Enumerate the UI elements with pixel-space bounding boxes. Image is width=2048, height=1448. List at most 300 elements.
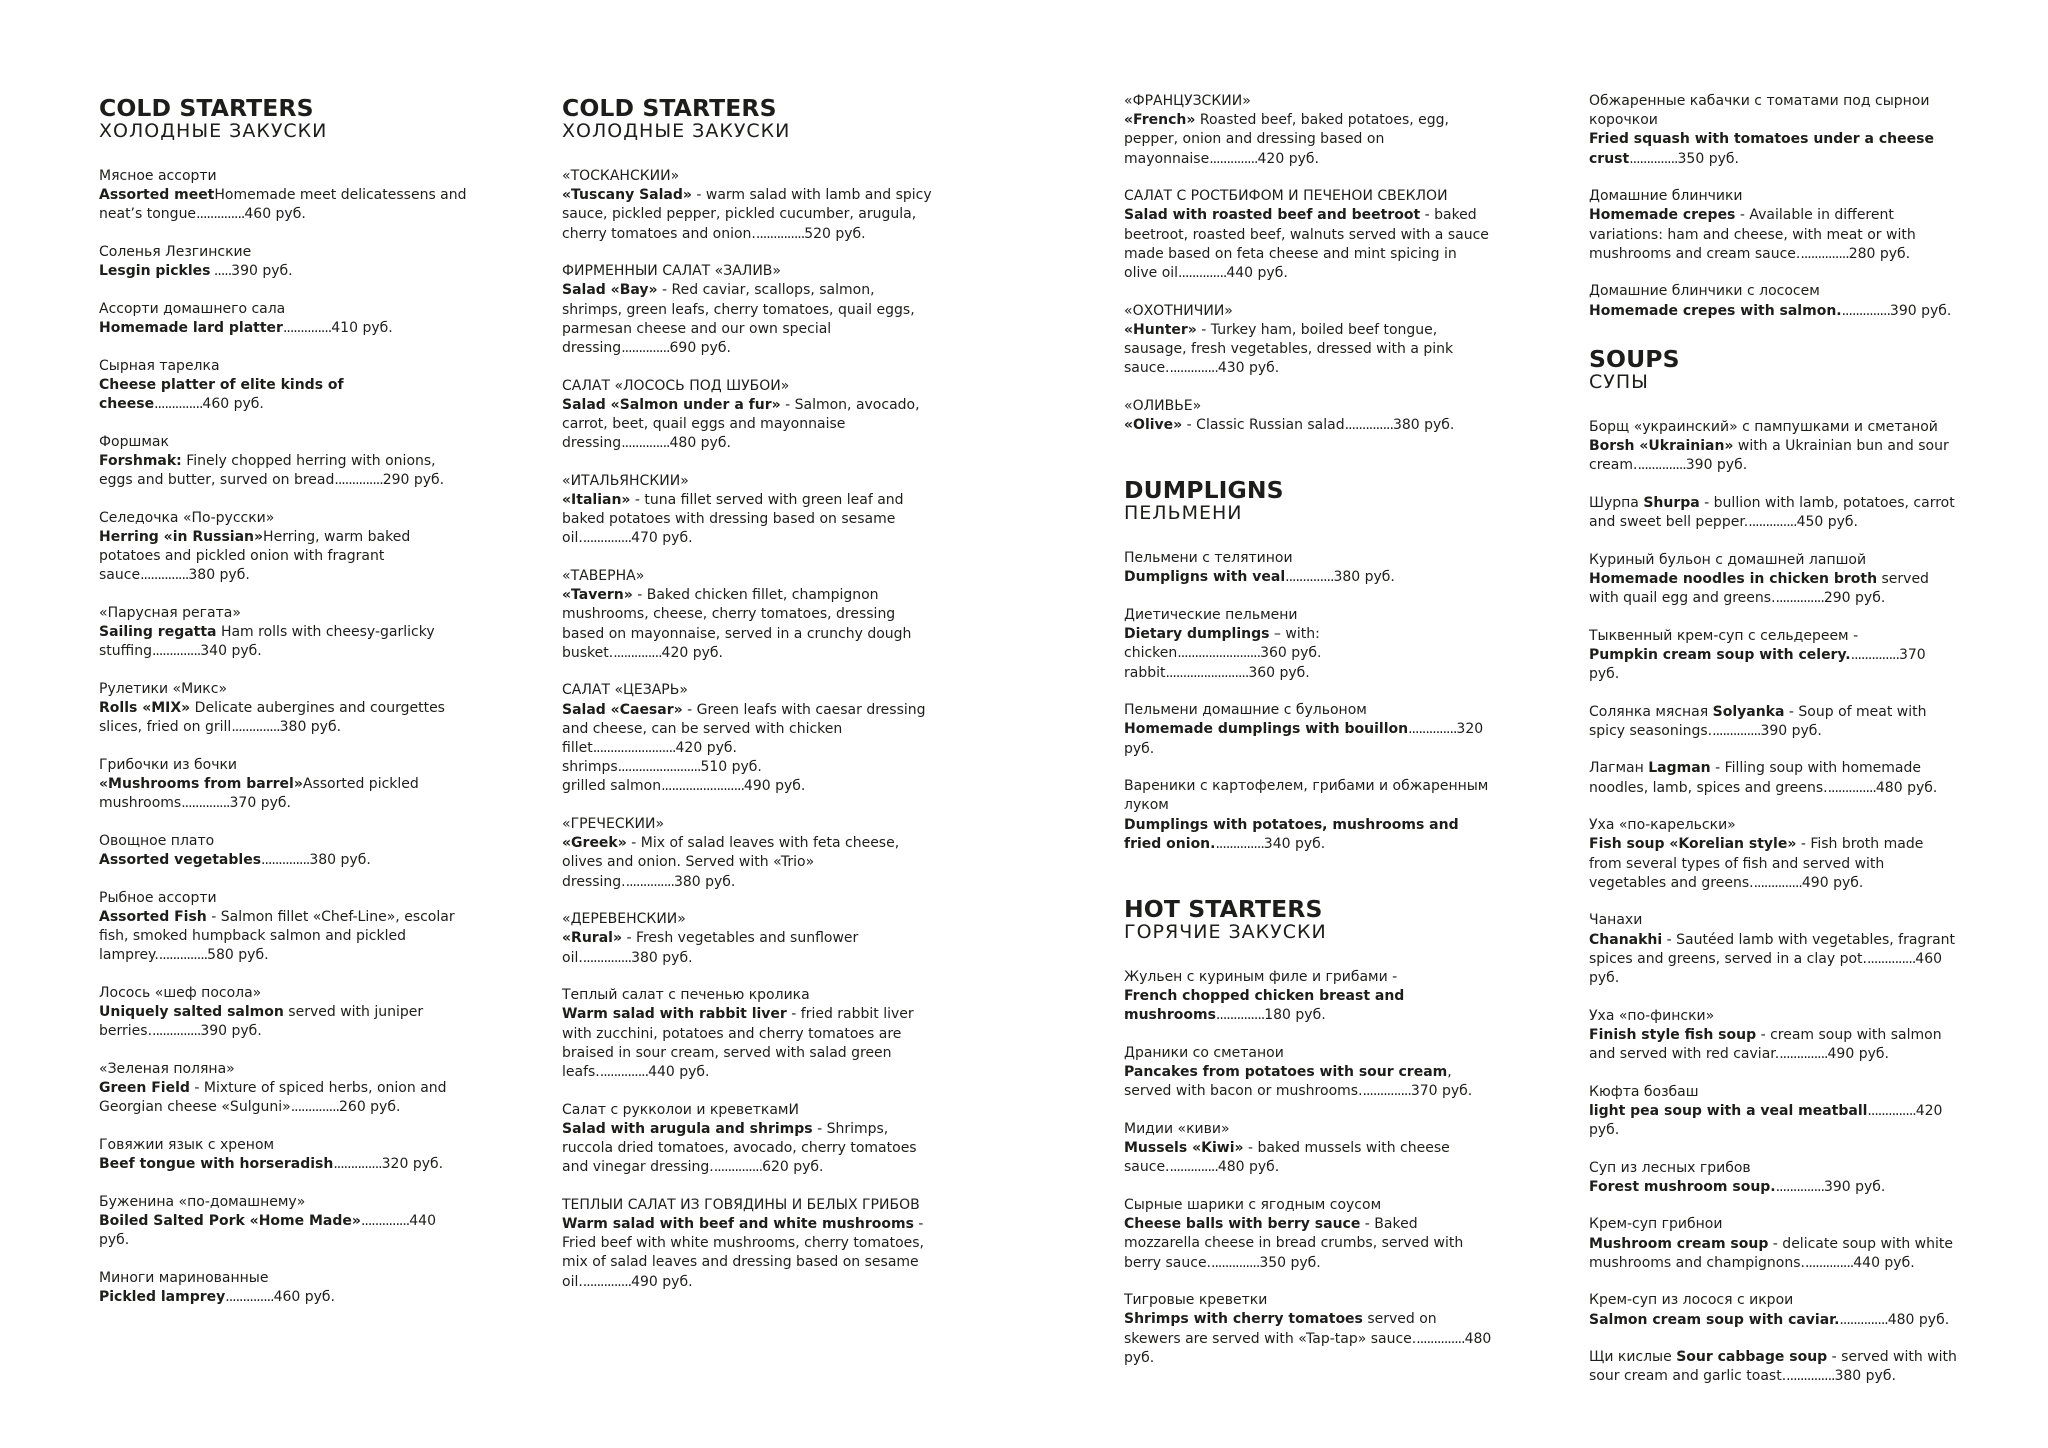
dot-leader: .............. [1839,1311,1888,1328]
menu-item [562,567,932,663]
item-description: - Fresh vegetables and sunflower oil. [562,930,859,966]
item-description: - warm salad with lamb and spicy sauce, pickled pepper, pickled cucumber, arugula, cherry tomatoes and onion. [562,187,932,242]
price-option-row [562,739,932,758]
item-price: 350 руб. [1259,1254,1321,1271]
dot-leader: .............. [613,644,662,661]
item-description: - delicate soup with white mushrooms and champignons. [1589,1235,1953,1271]
item-price: 380 руб. [1333,569,1395,586]
section-title-ru: ХОЛОДНЫЕ ЗАКУСКИ [562,120,791,142]
section-heading [1589,344,1959,393]
item-name-ru: Суп из лесных грибов [1589,1159,1751,1176]
menu-item [1124,1120,1494,1178]
item-price: 380 руб. [673,873,736,890]
item-price: 480 руб. [669,435,731,452]
item-name-en: Assorted Fish [99,908,207,925]
dot-leader: .............. [582,530,632,547]
item-name-ru: Мидии «киви» [1124,1121,1230,1138]
item-name-en: Warm salad with beef and white mushrooms [562,1216,914,1233]
menu-item [99,167,469,225]
menu-item [1589,1007,1959,1065]
dot-leader: .............. [1215,1007,1265,1024]
item-name-ru: Крем-суп грибнои [1589,1216,1723,1233]
dot-leader: ..... [210,263,232,280]
item-description: - Green leafs with caesar dressing and cheese, can be served with chicken [562,701,926,737]
item-name-en: Herring «in Russian» [99,528,264,545]
dot-leader: .............. [334,472,383,488]
item-name-en: «Tuscany Salad» [562,187,692,204]
item-name-en: Warm salad with rabbit liver [562,1006,787,1023]
item-name-en: Pickled lamprey [99,1288,226,1305]
section-title-ru: ПЕЛЬМЕНИ [1124,502,1243,525]
section-title-en: DUMPLIGNS [1124,476,1284,505]
dot-leader: .............. [154,396,203,412]
item-name-ru: Шурпа [1589,494,1644,511]
menu-item [1124,92,1494,169]
item-name-en: Cheese platter of elite kinds of cheese [99,376,344,412]
item-price: 390 руб. [231,263,293,280]
dot-leader: .............. [196,206,245,223]
item-name-ru: Кюфта бозбаш [1589,1083,1699,1100]
dot-leader: .............. [231,719,280,736]
item-description: Roasted beef, baked potatoes, egg, pepper, onion and dressing based on mayonnaise [1124,112,1450,167]
item-name-ru: Ассорти домашнего сала [99,300,286,317]
item-description: Homemade meet delicatessens and neat’s tongue [99,187,467,223]
menu-item [1589,1291,1959,1329]
item-description: - Fish broth made from several types of fish and served with vegetables and greens. [1589,836,1924,891]
item-name-en: Assorted vegetables [99,852,262,868]
item-price: 390 руб. [1889,302,1952,319]
item-price: 380 руб. [188,567,250,584]
price-option-row [1124,644,1494,663]
item-description: Finely chopped herring with onions, eggs and butter, surved on bread [99,452,436,488]
item-name-ru: Мясное ассорти [99,168,217,184]
item-description: - served with with sour cream and garlic toast. [1589,1349,1957,1385]
item-name-en: light pea soup with a veal meatball [1589,1102,1868,1119]
item-price: 520 руб. [804,225,866,242]
price-option-label: fillet [562,740,593,757]
menu-column-4 [1589,92,1959,1405]
dot-leader: .............. [1753,874,1802,891]
menu-section [562,96,932,1292]
item-price: 460 руб. [1589,950,1943,987]
item-name-en: Salad «Caesar» [562,701,683,718]
menu-item [99,509,469,586]
item-name-ru: Буженина «по-домашнему» [99,1193,306,1210]
menu-item [1124,1044,1494,1102]
menu-section [1124,478,1494,854]
dot-leader: .............. [282,320,332,336]
menu-item [1589,494,1959,532]
item-description: served with juniper berries. [99,1004,424,1040]
item-name-ru: Овощное плато [99,832,215,849]
item-description: - Salmon fillet «Chef-Line», escolar fish, smoked humpback salmon and pickled lamprey. [99,908,455,964]
menu-item [1124,187,1494,283]
item-price: 460 руб. [273,1288,335,1305]
menu-item [99,1060,469,1118]
item-name-ru: «ТАВЕРНА» [562,568,645,585]
item-description: - Turkey ham, boiled beef tongue, sausage, fresh vegetables, dressed with a pink sauce. [1124,321,1454,377]
menu-item [562,986,932,1082]
item-name-ru: Лагман [1589,760,1649,777]
dot-leader: .............. [713,1159,763,1176]
item-name-en: «Greek» [562,835,627,852]
dot-leader: .............. [1169,360,1218,377]
menu-item [1124,606,1494,683]
dot-leader: .............. [599,1064,649,1081]
dot-leader: .............. [1178,265,1227,282]
item-description: - Mix of salad leaves with feta cheese, olives and onion. Served with «Trio» dressing. [562,835,900,890]
item-price: 280 руб. [1848,245,1911,262]
dot-leader: .............. [360,1212,410,1229]
item-name-en: French chopped chicken breast and mushrooms [1124,988,1405,1024]
item-name-ru: Борщ «украинский» с пампушками и сметаной [1589,418,1938,435]
item-price: 480 руб. [1875,779,1938,796]
price-option-label: grilled salmon [562,778,662,795]
dot-leader: .............. [1344,417,1393,434]
dot-leader: .............. [1215,835,1264,852]
dot-leader: .............. [1285,569,1334,586]
item-name-ru: Чанахи [1589,912,1643,929]
item-name-ru: Уха «по-фински» [1589,1007,1715,1024]
item-name-en: Forshmak: [99,452,182,469]
item-name-en: Shurpa [1643,494,1700,511]
dot-leader: .............. [582,949,632,966]
menu-item [1589,92,1959,169]
item-price: 320 руб. [1124,721,1484,757]
item-name-en: Homemade noodles in chicken broth [1589,570,1878,587]
item-name-en: Uniquely salted salmon [99,1004,284,1020]
item-name-en: Fish soup «Korelian style» [1589,836,1797,853]
item-name-en: Salad «Salmon under a fur» [562,396,781,413]
dot-leader: .............. [140,567,189,584]
dot-leader: .............. [1804,1254,1854,1271]
dot-leader: ........................ [1177,645,1261,662]
item-price: 320 руб. [381,1156,444,1172]
item-name-en: «Tavern» [562,587,633,604]
menu-item [1589,418,1959,476]
item-name-en: Boiled Salted Pork «Home Made» [99,1212,361,1229]
dot-leader: .............. [1867,1102,1916,1119]
section-heading [99,96,469,141]
menu-item [1589,1215,1959,1273]
item-description: Ham rolls with cheesy-garlicky stuffing [99,624,435,660]
item-description: served with quail egg and greens. [1589,570,1929,607]
dot-leader: .............. [1775,590,1824,607]
item-name-en: Salad with roasted beef and beetroot [1124,207,1421,224]
dot-leader: .............. [1775,1178,1824,1195]
item-name-ru: Пельмени домашние с бульоном [1124,702,1367,719]
item-price: 380 руб. [279,719,342,736]
dot-leader: ........................ [661,778,744,795]
menu-item [1589,282,1959,320]
item-price: 370 руб. [229,795,291,812]
item-price: 490 руб. [743,778,806,795]
section-heading [562,96,932,141]
item-name-ru: «Зеленая поляна» [99,1060,235,1077]
item-name-en: «Italian» [562,492,631,509]
item-name-ru: Уха «по-карельски» [1589,817,1736,834]
item-name-en: Cheese balls with berry sauce [1124,1216,1361,1233]
dot-leader: .............. [1211,1254,1260,1271]
item-name-en: Shrimps with cherry tomatoes [1124,1311,1363,1328]
menu-item [1124,1291,1494,1368]
item-price: 380 руб. [309,852,371,868]
item-name-en: «Hunter» [1124,321,1197,338]
dot-leader: .............. [1408,721,1457,738]
price-option-label: shrimps [562,759,618,776]
menu-item [99,357,469,415]
menu-item [562,262,932,358]
item-description: - Mixture of spiced herbs, onion and Georgian cheese «Sulguni» [99,1080,447,1116]
menu-item [562,1196,932,1292]
price-option-row [562,758,932,777]
menu-item [1124,1196,1494,1273]
item-name-ru: Домашние блинчики с лососем [1589,283,1820,300]
item-name-ru: Салат с рукколои и креветкамИ [562,1101,799,1118]
menu-item [1589,816,1959,893]
item-description: - Soup of meat with spicy seasonings. [1589,703,1927,739]
menu-item [99,433,469,491]
item-price: 440 руб. [1226,265,1288,282]
item-price: 420 руб. [1589,1102,1943,1139]
menu-item [99,832,469,870]
section-heading [1124,897,1494,942]
item-description: – with: [1269,626,1320,643]
item-name-ru: ТЕПЛЫИ САЛАТ ИЗ ГОВЯДИНЫ И БЕЛЫХ ГРИБОВ [562,1196,920,1213]
dot-leader: .............. [1712,722,1761,739]
dot-leader: ........................ [1165,664,1249,681]
item-name-ru: Обжаренные кабачки с томатами под сырнои корочкои [1589,93,1930,129]
dot-leader: .............. [1748,514,1797,531]
item-name-ru: Домашние блинчики [1589,188,1743,205]
dot-leader: .............. [333,1156,382,1172]
item-name-en: Green Field [99,1080,190,1096]
item-price: 430 руб. [1217,360,1280,377]
item-name-en: Homemade crepes [1589,207,1736,224]
menu-item [1589,187,1959,264]
menu-column-1 [99,96,469,1325]
dot-leader: .............. [181,795,230,812]
item-price: 390 руб. [200,1023,262,1040]
dot-leader: .............. [1637,457,1686,474]
item-name-en: «Rural» [562,930,622,947]
item-description: - baked beetroot, roasted beef, walnuts served with a sauce made based on feta cheese and mint spicing in olive oil [1124,207,1489,282]
item-description: Assorted pickled mushrooms [99,776,419,812]
item-price: 460 руб. [244,206,306,223]
item-name-ru: Куриный бульон с домашней лапшой [1589,551,1867,568]
item-description: - cream soup with salmon and served with red caviar. [1589,1026,1942,1063]
item-name-en: Dietary dumplings [1124,626,1270,643]
menu-item [99,1269,469,1307]
item-price: 580 руб. [207,947,269,964]
item-price: 440 руб. [1853,1254,1915,1271]
item-description: - Sautéed lamb with vegetables, fragrant spices and greens, served in a clay pot. [1589,931,1956,967]
item-price: 480 руб. [1124,1330,1492,1366]
item-name-en: «Olive» [1124,417,1183,434]
item-name-en: Finish style fish soup [1589,1026,1757,1043]
section-title-en: HOT STARTERS [1124,895,1323,924]
item-price: 510 руб. [700,759,762,776]
item-name-ru: Рулетики «Микс» [99,680,228,697]
item-price: 380 руб. [1834,1368,1896,1385]
item-name-ru: Крем-суп из лосося с икрои [1589,1292,1794,1309]
menu-section [1124,92,1494,435]
item-name-en: «Mushrooms from barrel» [99,776,303,792]
item-name-ru: САЛАТ «ЛОСОСЬ ПОД ШУБОИ» [562,377,790,394]
item-name-en: Homemade lard platter [99,320,283,336]
menu-item [1124,701,1494,759]
item-name-en: «French» [1124,112,1196,129]
item-name-ru: Жульен с куриным филе и грибами - [1124,969,1398,986]
item-price: 370 руб. [1410,1083,1473,1100]
dot-leader: .............. [621,435,670,452]
item-name-en: Forest mushroom soup. [1589,1178,1776,1195]
dot-leader: .............. [1800,245,1849,262]
item-price: 290 руб. [382,472,445,488]
menu-item [1124,302,1494,379]
item-name-ru: Форшмак [99,433,169,450]
item-description: - Baked mozzarella cheese in bread crumbs, served with berry sauce. [1124,1216,1464,1271]
item-description: - Red caviar, scallops, salmon, shrimps, green leafs, cherry tomatoes, quail eggs, parmesan cheese and our own special dressing [562,282,915,357]
menu-item [562,167,932,244]
item-name-ru: ФИРМЕННЫИ САЛАТ «ЗАЛИВ» [562,263,781,280]
menu-item [99,984,469,1042]
item-price: 260 руб. [339,1099,401,1116]
menu-item [1589,1083,1959,1141]
section-title-ru: СУПЫ [1589,370,1649,393]
dot-leader: .............. [625,873,674,890]
item-description: - Baked chicken fillet, champignon mushrooms, cheese, cherry tomatoes, dressing based on mayonnaise, served in a crunchy dough busket. [562,587,912,661]
menu-column-2 [562,96,932,1310]
price-option-row [1124,664,1494,683]
item-name-en: Rolls «MIX» [99,700,191,716]
section-title-en: COLD STARTERS [99,94,314,122]
section-title-en: COLD STARTERS [562,94,777,122]
item-name-en: Fried squash with tomatoes under a cheese crust [1589,131,1934,167]
item-price: 340 руб. [200,643,262,660]
menu-section [1589,344,1959,1387]
item-description: - fried rabbit liver with zucchini, potatoes and cherry tomatoes are braised in sour cream, served with salad green leafs. [562,1006,914,1081]
item-name-ru: «Парусная регата» [99,604,241,621]
item-name-en: Beef tongue with horseradish [99,1156,334,1172]
item-name-ru: «ТОСКАНСКИИ» [562,168,680,184]
item-name-en: Mushroom cream soup [1589,1235,1769,1252]
menu-item [562,681,932,796]
item-name-ru: Сырные шарики с ягодным соусом [1124,1197,1382,1214]
item-name-en: Homemade dumplings with bouillon [1124,721,1409,738]
dot-leader: .............. [621,340,670,357]
dot-leader: .............. [1786,1368,1835,1385]
dot-leader: .............. [158,947,208,964]
item-price: 360 руб. [1260,645,1322,662]
item-name-ru: Солянка мясная [1589,703,1713,720]
menu-item [562,815,932,892]
menu-item [1124,397,1494,435]
price-option-label: chicken [1124,645,1178,662]
menu-item [562,472,932,549]
item-name-ru: «ДЕРЕВЕНСКИИ» [562,911,686,928]
dot-leader: .............. [1850,646,1899,663]
item-name-ru: Говяжии язык с хреном [99,1136,275,1153]
item-name-ru: Тигровые креветки [1124,1292,1268,1309]
item-price: 380 руб. [1392,417,1455,434]
dot-leader: .............. [1866,950,1916,967]
item-name-ru: «ИТАЛЬЯНСКИИ» [562,472,689,489]
item-name-ru: Диетические пельмени [1124,607,1298,624]
item-price: 340 руб. [1263,835,1326,852]
dot-leader: ........................ [617,759,701,776]
menu-item [1589,911,1959,988]
item-price: 690 руб. [669,340,731,357]
section-title-en: SOUPS [1589,344,1680,373]
item-price: 420 руб. [675,740,737,757]
item-name-ru: «ОЛИВЬЕ» [1124,397,1202,414]
item-name-en: Lesgin pickles [99,263,211,280]
dot-leader: .............. [152,1023,201,1040]
item-price: 390 руб. [1685,457,1748,474]
item-description: - tuna fillet served with green leaf and baked potatoes with dressing based on sesame oil. [562,492,904,547]
item-description: - Classic Russian salad [1182,417,1345,434]
item-price: 360 руб. [1248,664,1310,681]
dot-leader: .............. [1169,1159,1218,1176]
item-name-en: Dumpligns with veal [1124,569,1286,586]
item-name-en: Chanakhi [1589,931,1663,948]
menu-item [99,756,469,814]
item-name-ru: Селедочка «По-русски» [99,509,275,526]
item-price: 410 руб. [331,320,393,336]
menu-item [1589,551,1959,609]
menu-item [562,910,932,968]
item-description: , served with bacon or mushrooms. [1124,1064,1452,1100]
item-name-en: Mussels «Kiwi» [1124,1140,1244,1157]
dot-leader: .............. [1416,1330,1465,1347]
item-name-en: Pancakes from potatoes with sour cream [1124,1064,1448,1081]
item-name-en: Borsh «Ukrainian» [1589,438,1734,455]
item-description: with a Ukrainian bun and sour cream. [1589,438,1949,474]
dot-leader: .............. [261,852,310,868]
dot-leader: .............. [151,643,201,660]
item-name-ru: Щи кислые [1589,1349,1677,1366]
menu-item [1124,968,1494,1026]
item-price: 470 руб. [631,530,693,547]
item-name-ru: Грибочки из бочки [99,756,238,773]
item-description: Delicate aubergines and courgettes slices, fried on grill [99,700,445,736]
item-price: 420 руб. [661,644,723,661]
item-price: 390 руб. [1760,722,1822,739]
item-name-en: Sailing regatta [99,624,217,640]
item-description: Herring, warm baked potatoes and pickled onion with fragrant sauce [99,528,411,584]
menu-item [99,604,469,662]
item-name-ru: Сырная тарелка [99,357,220,374]
item-price: 420 руб. [1257,150,1319,167]
dot-leader: .............. [1841,302,1890,319]
item-name-ru: Драники со сметанои [1124,1045,1284,1062]
item-name-en: Homemade crepes with salmon. [1589,302,1842,319]
menu-section [1124,897,1494,1368]
menu-item [99,300,469,338]
dot-leader: .............. [290,1099,339,1116]
item-name-ru: «ГРЕЧЕСКИИ» [562,816,665,833]
item-name-en: Salad with arugula and shrimps [562,1120,813,1137]
item-price: 480 руб. [1217,1159,1280,1176]
item-name-en: Salmon cream soup with caviar. [1589,1311,1840,1328]
item-description: - Salmon, avocado, carrot, beet, quail eggs and mayonnaise dressing [562,396,920,452]
menu-item [99,243,469,281]
menu-item [1589,1159,1959,1197]
item-price: 380 руб. [631,949,693,966]
item-price: 490 руб. [631,1273,693,1290]
item-price: 390 руб. [1823,1178,1886,1195]
